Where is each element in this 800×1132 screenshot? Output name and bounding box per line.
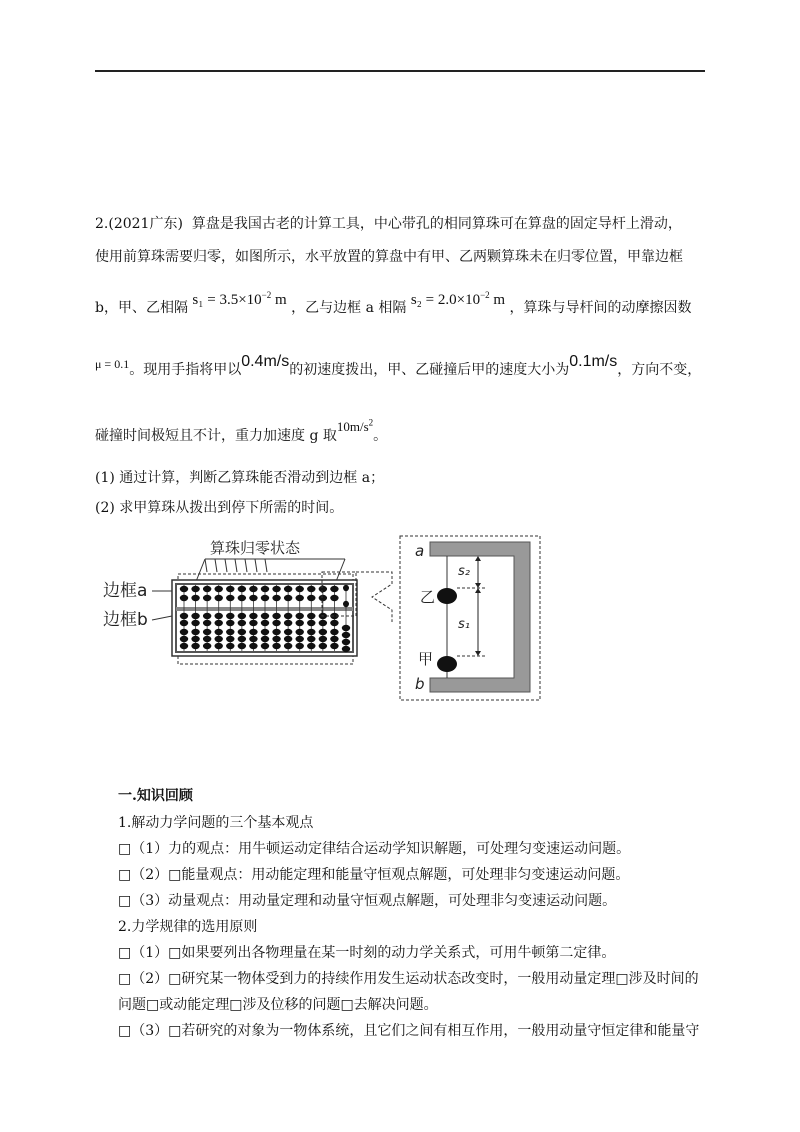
abacus-bead bbox=[226, 636, 234, 642]
abacus-bead bbox=[226, 586, 234, 592]
zoom-label-s1: s₁ bbox=[458, 617, 470, 632]
abacus-bead bbox=[330, 586, 338, 592]
abacus-bead bbox=[191, 643, 199, 649]
abacus-bead bbox=[272, 620, 280, 626]
abacus-bead bbox=[284, 629, 292, 635]
abacus-bead bbox=[307, 636, 315, 642]
review-sec1-item-1: □（1）力的观点：用牛顿运动定律结合运动学知识解题，可处理匀变速运动问题。 bbox=[118, 841, 631, 857]
abacus-bead bbox=[284, 620, 292, 626]
review-sec2-title: 2.力学规律的选用原则 bbox=[118, 919, 258, 935]
abacus-bead bbox=[342, 625, 350, 631]
abacus-bead bbox=[330, 595, 338, 601]
v0-value: 0.4m/s bbox=[241, 353, 290, 370]
mu-formula: μ = 0.1 bbox=[95, 357, 130, 371]
abacus-bead bbox=[226, 620, 234, 626]
problem-line-3: b，甲、乙相隔 $s_1 = 3.5\times 10^{-2}$ m ，乙与边框 a 相隔 $s_2 = 2.0\times 10^{-2}$ m ，算珠与导杆间的动摩擦因数 bbox=[95, 290, 692, 316]
abacus-bead bbox=[272, 636, 280, 642]
abacus-bead bbox=[307, 643, 315, 649]
zoom-label-s2: s₂ bbox=[458, 564, 470, 579]
bead-jia bbox=[437, 656, 457, 672]
abacus-bead bbox=[191, 636, 199, 642]
abacus-bead bbox=[284, 595, 292, 601]
abacus-bead bbox=[238, 613, 246, 619]
abacus-bead bbox=[342, 646, 350, 652]
abacus-bead bbox=[249, 643, 257, 649]
label-frame-a: 边框a bbox=[103, 581, 148, 601]
review-sec2-item-1: □（1）□如果要列出各物理量在某一时刻的动力学关系式，可用牛顿第二定律。 bbox=[118, 945, 616, 961]
abacus-bead bbox=[203, 629, 211, 635]
abacus-bead bbox=[319, 586, 327, 592]
abacus-bead bbox=[261, 613, 269, 619]
abacus-bead bbox=[215, 629, 223, 635]
abacus-bead bbox=[296, 613, 304, 619]
abacus-bead bbox=[215, 586, 223, 592]
abacus-bead bbox=[296, 586, 304, 592]
abacus-bead bbox=[330, 636, 338, 642]
abacus-bead bbox=[238, 595, 246, 601]
abacus-bead bbox=[180, 629, 188, 635]
abacus-bead bbox=[272, 595, 280, 601]
review-sec2-item-4: □（3）□若研究的对象为一物体系统，且它们之间有相互作用，一般用动量守恒定律和能量守 bbox=[118, 1023, 700, 1039]
abacus-bead bbox=[203, 643, 211, 649]
zoom-label-yi: 乙 bbox=[420, 588, 436, 606]
abacus-bead bbox=[284, 643, 292, 649]
abacus-bead bbox=[330, 643, 338, 649]
abacus-bead bbox=[342, 639, 350, 645]
abacus-bead bbox=[296, 595, 304, 601]
abacus-bead bbox=[215, 595, 223, 601]
abacus-bead bbox=[203, 586, 211, 592]
abacus-bead bbox=[307, 595, 315, 601]
abacus-bead bbox=[249, 586, 257, 592]
abacus-bead bbox=[215, 643, 223, 649]
abacus-bead bbox=[215, 620, 223, 626]
abacus-bead bbox=[284, 636, 292, 642]
abacus-bead bbox=[261, 595, 269, 601]
abacus-bead bbox=[343, 601, 349, 607]
s1-formula: $s_1 = 3.5\times 10^{-2}$ m bbox=[192, 290, 287, 308]
abacus-bead bbox=[238, 620, 246, 626]
problem-number: 2. bbox=[95, 216, 109, 232]
abacus-bead bbox=[226, 613, 234, 619]
abacus-bead bbox=[203, 595, 211, 601]
abacus-bead bbox=[191, 586, 199, 592]
abacus-bead bbox=[215, 636, 223, 642]
review-sec2-item-2: □（2）□研究某一物体受到力的持续作用发生运动状态改变时，一般用动量定理□涉及时间的 bbox=[118, 971, 699, 987]
review-sec2-item-3: 问题□或动能定理□涉及位移的问题□去解决问题。 bbox=[118, 997, 438, 1013]
abacus-bead bbox=[307, 620, 315, 626]
review-sec1-title: 1.解动力学问题的三个基本观点 bbox=[118, 815, 314, 831]
zoom-label-jia: 甲 bbox=[418, 650, 434, 668]
abacus-bead bbox=[307, 613, 315, 619]
abacus-bead bbox=[319, 636, 327, 642]
abacus-bead bbox=[203, 613, 211, 619]
abacus-bead bbox=[261, 586, 269, 592]
abacus-bead bbox=[272, 643, 280, 649]
abacus-bead bbox=[319, 643, 327, 649]
abacus-bead bbox=[238, 586, 246, 592]
abacus-bead bbox=[296, 643, 304, 649]
v1-value: 0.1m/s bbox=[569, 353, 618, 370]
abacus-bead bbox=[272, 629, 280, 635]
abacus-bead bbox=[180, 620, 188, 626]
abacus-bead bbox=[261, 620, 269, 626]
abacus-bead bbox=[284, 613, 292, 619]
s2-formula: $s_2 = 2.0\times 10^{-2}$ m bbox=[410, 290, 506, 308]
abacus-bead bbox=[180, 636, 188, 642]
abacus-bead bbox=[249, 613, 257, 619]
review-heading: 一.知识回顾 bbox=[118, 788, 193, 804]
abacus-bead bbox=[203, 620, 211, 626]
bead-yi bbox=[437, 588, 457, 604]
abacus-bead bbox=[238, 643, 246, 649]
abacus-bead bbox=[203, 636, 211, 642]
problem-line-5: 碰撞时间极短且不计，重力加速度 g 取$10m/s^2$。 bbox=[95, 417, 388, 444]
abacus-bead bbox=[226, 629, 234, 635]
abacus-bead bbox=[215, 613, 223, 619]
abacus-bead bbox=[296, 629, 304, 635]
abacus-bead bbox=[249, 620, 257, 626]
zoom-label-b: b bbox=[415, 675, 425, 693]
abacus-bead bbox=[191, 629, 199, 635]
zoom-label-a: a bbox=[415, 542, 425, 560]
abacus-bead bbox=[319, 595, 327, 601]
abacus-bead bbox=[307, 629, 315, 635]
abacus-bead bbox=[319, 620, 327, 626]
abacus-bead bbox=[261, 643, 269, 649]
problem-line-1: 2.(2021广东) 算盘是我国古老的计算工具，中心带孔的相同算珠可在算盘的固定导杆上滑动， bbox=[95, 216, 682, 232]
abacus-bead bbox=[296, 620, 304, 626]
problem-line-4: μ = 0.1。现用手指将甲以0.4m/s的初速度拨出，甲、乙碰撞后甲的速度大小为0.1m/s，方向不变， bbox=[95, 353, 702, 378]
abacus-bead bbox=[238, 636, 246, 642]
review-sec1-item-2: □（2）□能量观点：用动能定理和能量守恒观点解题，可处理非匀变速运动问题。 bbox=[118, 867, 630, 883]
abacus-figure bbox=[100, 532, 545, 704]
header-rule bbox=[95, 70, 705, 72]
abacus-bead bbox=[180, 643, 188, 649]
abacus-bead bbox=[191, 613, 199, 619]
abacus-bead bbox=[180, 595, 188, 601]
abacus-bead bbox=[261, 629, 269, 635]
review-sec1-item-3: □（3）动量观点：用动量定理和动量守恒观点解题，可处理非匀变速运动问题。 bbox=[118, 893, 617, 909]
abacus-bead bbox=[330, 629, 338, 635]
abacus-bead bbox=[343, 585, 349, 591]
abacus-bead bbox=[296, 636, 304, 642]
abacus-bead bbox=[319, 629, 327, 635]
label-frame-b: 边框b bbox=[103, 610, 148, 630]
abacus-bead bbox=[249, 636, 257, 642]
abacus-bead bbox=[180, 613, 188, 619]
abacus-bead bbox=[307, 586, 315, 592]
abacus-bead bbox=[226, 595, 234, 601]
problem-source: (2021广东) bbox=[108, 216, 183, 232]
problem-line-2: 使用前算珠需要归零，如图所示，水平放置的算盘中有甲、乙两颗算珠未在归零位置，甲靠边框 bbox=[95, 249, 683, 265]
question-2: (2) 求甲算珠从拨出到停下所需的时间。 bbox=[95, 500, 344, 516]
abacus-bead bbox=[342, 632, 350, 638]
abacus-bead bbox=[249, 629, 257, 635]
question-1: (1) 通过计算，判断乙算珠能否滑动到边框 a； bbox=[95, 470, 385, 486]
g-value: $10m/s^2$ bbox=[336, 417, 374, 434]
abacus-bead bbox=[272, 586, 280, 592]
abacus-bead bbox=[180, 586, 188, 592]
abacus-bead bbox=[284, 586, 292, 592]
abacus-bead bbox=[191, 595, 199, 601]
abacus-bead bbox=[191, 620, 199, 626]
abacus-bead bbox=[226, 643, 234, 649]
figure-title: 算珠归零状态 bbox=[210, 539, 301, 557]
abacus-bead bbox=[272, 613, 280, 619]
abacus-bead bbox=[238, 629, 246, 635]
abacus-bead bbox=[261, 636, 269, 642]
abacus-bead bbox=[249, 595, 257, 601]
abacus-bead bbox=[330, 620, 338, 626]
